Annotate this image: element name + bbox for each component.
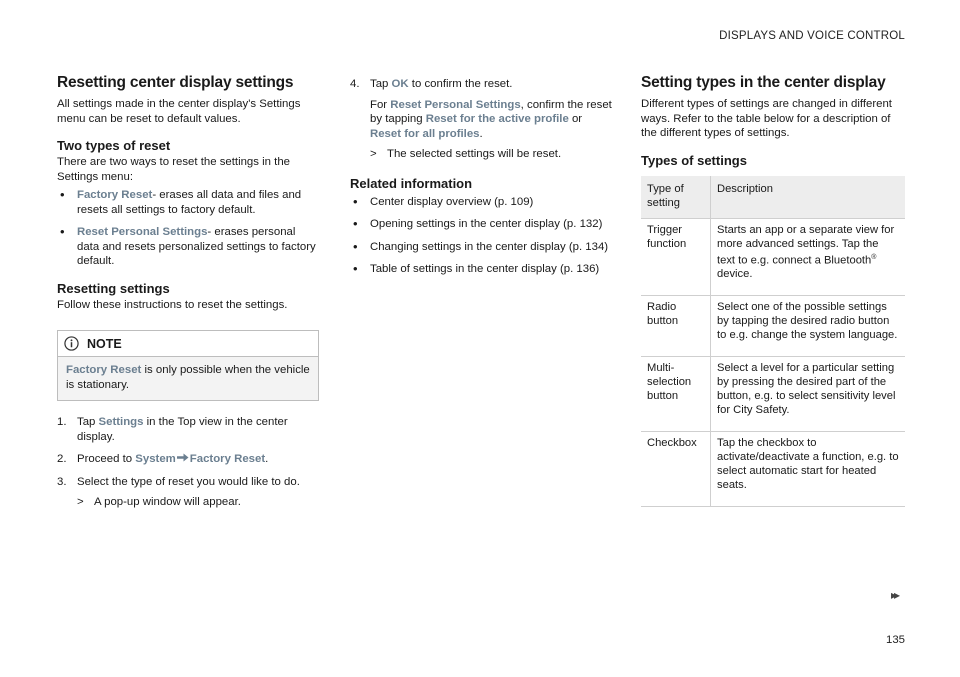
table-row	[641, 296, 905, 357]
step-3	[57, 475, 319, 510]
step-4	[350, 77, 612, 162]
note-label: NOTE	[87, 336, 122, 351]
step-text: or	[568, 113, 583, 125]
step-detail	[370, 98, 612, 142]
step-text: .	[479, 127, 483, 140]
steps-list-continued	[350, 77, 612, 162]
cell-type: Multi-selection button	[641, 357, 711, 432]
step-result	[370, 147, 612, 162]
table-row	[641, 357, 905, 432]
term-reset-personal: Reset Personal Settings	[77, 226, 208, 238]
resetting-text: Follow these instructions to reset the settings.	[57, 298, 288, 311]
term-factory-reset: Factory Reset	[77, 189, 153, 201]
settings-types-table	[641, 176, 905, 508]
note-term: Factory Reset	[66, 364, 142, 376]
reset-type-list	[57, 188, 319, 269]
related-link-text[interactable]: Changing settings in the center display (p. 134)	[370, 240, 609, 253]
next-page-icon[interactable]: ▸▸	[891, 588, 898, 602]
section-title-resetting: Resetting center display settings	[57, 74, 294, 91]
intro-text: Different types of settings are changed in different ways. Refer to the table below for a description of the different types of settings.	[641, 98, 892, 139]
page-number: 135	[886, 634, 906, 646]
step-text: Select the type of reset you would like to do.	[77, 475, 300, 488]
table-row	[641, 218, 905, 296]
step-number: 1.	[57, 416, 67, 428]
note-text: is only possible when the vehicle is stationary.	[66, 364, 310, 391]
step-text: to confirm the reset.	[408, 78, 513, 90]
step-1	[57, 415, 319, 444]
related-link-text[interactable]: Table of settings in the center display (p. 136)	[370, 263, 600, 275]
intro-text: All settings made in the center display's Settings menu can be reset to default values.	[57, 98, 301, 125]
registered-mark: ®	[871, 253, 877, 261]
term-ok: OK	[391, 78, 409, 90]
step-text: Tap	[77, 416, 99, 428]
heading-related: Related information	[350, 175, 473, 191]
related-link-text[interactable]: Center display overview (p. 109)	[370, 195, 534, 208]
step-number: 3.	[57, 475, 67, 488]
term-reset-all-profiles: Reset for all profiles	[370, 127, 480, 140]
running-header: DISPLAYS AND VOICE CONTROL	[719, 30, 905, 42]
term-reset-personal: Reset Personal Settings	[390, 98, 521, 111]
heading-two-types: Two types of reset	[57, 138, 171, 153]
steps-list	[57, 415, 319, 510]
term-desc: - erases all data and files and resets all settings to factory default.	[77, 189, 302, 216]
table-row	[641, 432, 905, 507]
step-text: Tap	[370, 78, 392, 90]
table-header-description: Description	[711, 176, 906, 219]
note-header	[58, 331, 318, 357]
related-link[interactable]	[350, 195, 612, 210]
column-left	[57, 74, 319, 518]
cell-description: Select one of the possible settings by tapping the desired radio button to e.g. change the system language.	[711, 296, 906, 357]
cell-text: device.	[717, 268, 753, 281]
related-link-text[interactable]: Opening settings in the center display (p. 132)	[370, 218, 603, 230]
bullet-icon: •	[353, 193, 358, 209]
table-header-type: Type of setting	[641, 176, 711, 219]
related-link[interactable]	[350, 262, 612, 277]
table-heading: Types of settings	[641, 152, 747, 168]
result-text: A pop-up window will appear.	[94, 496, 241, 508]
step-number: 2.	[57, 453, 67, 465]
info-icon	[64, 336, 79, 351]
term-desc: - erases personal data and resets personalized settings to factory default.	[77, 226, 316, 267]
cell-text: Starts an app or a separate view for more advanced settings. Tap the text to e.g. connect a Bluetooth	[717, 223, 895, 267]
related-link[interactable]	[350, 240, 612, 255]
column-middle	[350, 77, 612, 285]
note-body	[58, 357, 318, 400]
step-2	[57, 452, 319, 467]
result-text: The selected settings will be reset.	[387, 148, 562, 160]
list-item	[57, 188, 319, 217]
bullet-icon: •	[353, 216, 358, 231]
term-reset-active-profile: Reset for the active profile	[425, 113, 569, 125]
section-title-setting-types: Setting types in the center display	[641, 74, 886, 91]
step-text: .	[265, 453, 269, 465]
cell-type: Trigger function	[641, 218, 711, 296]
list-item	[57, 225, 319, 269]
term-system: System	[135, 453, 176, 465]
step-text: , confirm the reset by tapping	[370, 98, 612, 125]
related-link[interactable]	[350, 217, 612, 232]
cell-description: Select a level for a particular setting by pressing the desired part of the button, e.g. to select sensitivity level for City Safety.	[711, 357, 906, 432]
step-text: in the Top view in the center display.	[77, 416, 288, 443]
term-settings: Settings	[98, 416, 144, 428]
term-factory-reset: Factory Reset	[189, 453, 266, 465]
result-arrow: >	[370, 148, 377, 160]
bullet-icon: •	[60, 187, 65, 202]
cell-description: Tap the checkbox to activate/deactivate a function, e.g. to select automatic start for heated seats.	[711, 432, 906, 507]
related-list	[350, 195, 612, 277]
bullet-icon: •	[353, 238, 358, 254]
step-text: Proceed to	[77, 453, 136, 465]
cell-type: Checkbox	[641, 432, 711, 507]
column-right	[641, 74, 905, 507]
heading-resetting-settings: Resetting settings	[57, 280, 170, 296]
two-types-text: There are two ways to reset the settings in the Settings menu:	[57, 156, 290, 183]
cell-type: Radio button	[641, 296, 711, 357]
step-text: For	[370, 98, 391, 111]
arrow-right-icon	[177, 453, 189, 462]
cell-description	[711, 218, 906, 296]
result-arrow: >	[77, 496, 84, 508]
bullet-icon: •	[60, 224, 65, 239]
step-result	[77, 495, 319, 510]
step-number: 4.	[350, 78, 360, 90]
bullet-icon: •	[353, 261, 358, 276]
note-box	[57, 330, 319, 401]
